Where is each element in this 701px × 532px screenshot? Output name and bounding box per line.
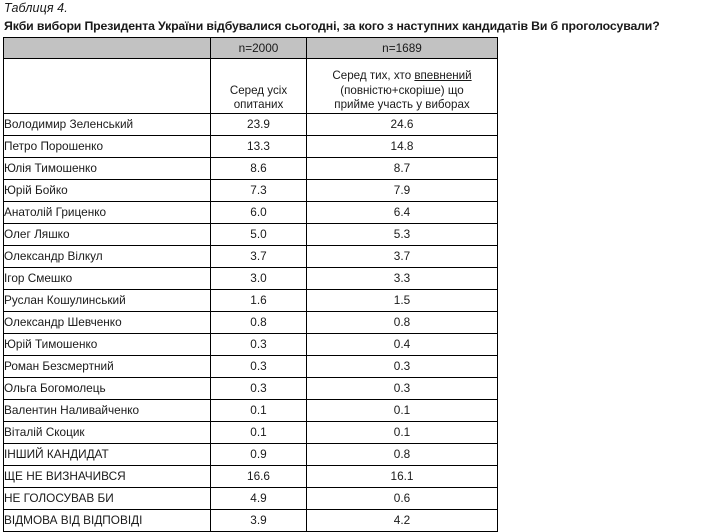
value-sure-voters: 0.4 [307, 334, 498, 356]
table-caption: Таблиця 4. [4, 1, 68, 15]
table-row [4, 356, 498, 378]
value-sure-voters: 7.9 [307, 180, 498, 202]
candidate-name: Володимир Зеленський [4, 114, 211, 136]
header-description-sure [307, 59, 498, 114]
candidate-name: Юрій Тимошенко [4, 334, 211, 356]
candidate-name: Петро Порошенко [4, 136, 211, 158]
table-row [4, 378, 498, 400]
table-row [4, 268, 498, 290]
candidate-name: Ольга Богомолець [4, 378, 211, 400]
value-all-respondents: 13.3 [211, 136, 307, 158]
candidate-name: ЩЕ НЕ ВИЗНАЧИВСЯ [4, 466, 211, 488]
value-sure-voters: 0.8 [307, 444, 498, 466]
value-all-respondents: 5.0 [211, 224, 307, 246]
value-sure-voters: 1.5 [307, 290, 498, 312]
value-sure-voters: 0.3 [307, 378, 498, 400]
value-all-respondents: 3.7 [211, 246, 307, 268]
value-sure-voters: 0.1 [307, 400, 498, 422]
table-body [4, 114, 498, 532]
header-description-sure-underlined: впевнений [414, 69, 472, 83]
table-row [4, 312, 498, 334]
value-all-respondents: 0.3 [211, 356, 307, 378]
candidate-name: Анатолій Гриценко [4, 202, 211, 224]
value-all-respondents: 7.3 [211, 180, 307, 202]
value-all-respondents: 0.3 [211, 378, 307, 400]
value-all-respondents: 0.8 [211, 312, 307, 334]
candidate-name: Руслан Кошулинський [4, 290, 211, 312]
header-description-sure-line3: прийме участь у виборах [334, 98, 470, 112]
value-sure-voters: 0.3 [307, 356, 498, 378]
value-sure-voters: 3.3 [307, 268, 498, 290]
table-row [4, 158, 498, 180]
value-all-respondents: 3.9 [211, 510, 307, 532]
table-header [4, 38, 498, 114]
value-sure-voters: 5.3 [307, 224, 498, 246]
header-corner-blank [4, 38, 211, 59]
candidate-name: Олександр Вілкул [4, 246, 211, 268]
table-row [4, 444, 498, 466]
value-all-respondents: 3.0 [211, 268, 307, 290]
candidate-name: ІНШИЙ КАНДИДАТ [4, 444, 211, 466]
candidate-name: Валентин Наливайченко [4, 400, 211, 422]
value-sure-voters: 4.2 [307, 510, 498, 532]
candidate-name: ВІДМОВА ВІД ВІДПОВІДІ [4, 510, 211, 532]
value-sure-voters: 0.1 [307, 422, 498, 444]
header-description-sure-line1-pre: Серед тих, хто [332, 69, 415, 83]
survey-question: Якби вибори Президента України відбувалися сьогодні, за кого з наступних кандидатів Ви б проголосували? [4, 19, 660, 33]
value-all-respondents: 1.6 [211, 290, 307, 312]
candidate-name: Олег Ляшко [4, 224, 211, 246]
table-row [4, 136, 498, 158]
header-row-sample-size [4, 38, 498, 59]
table-row [4, 246, 498, 268]
header-n-sure: n=1689 [307, 38, 498, 59]
value-all-respondents: 4.9 [211, 488, 307, 510]
table-row [4, 422, 498, 444]
value-sure-voters: 8.7 [307, 158, 498, 180]
value-sure-voters: 3.7 [307, 246, 498, 268]
table-row [4, 466, 498, 488]
candidate-name: Юлія Тимошенко [4, 158, 211, 180]
table-row [4, 290, 498, 312]
value-sure-voters: 14.8 [307, 136, 498, 158]
header-row-description [4, 59, 498, 114]
value-all-respondents: 0.1 [211, 400, 307, 422]
table-row [4, 202, 498, 224]
table-row [4, 114, 498, 136]
candidate-name: Віталій Скоцик [4, 422, 211, 444]
table-row [4, 334, 498, 356]
table-row [4, 400, 498, 422]
candidate-name: Олександр Шевченко [4, 312, 211, 334]
header-description-blank [4, 59, 211, 114]
value-sure-voters: 0.8 [307, 312, 498, 334]
value-all-respondents: 0.3 [211, 334, 307, 356]
value-all-respondents: 6.0 [211, 202, 307, 224]
header-description-all: Серед усіх опитаних [211, 59, 307, 114]
candidate-name: НЕ ГОЛОСУВАВ БИ [4, 488, 211, 510]
candidate-name: Роман Безсмертний [4, 356, 211, 378]
table-row [4, 180, 498, 202]
value-all-respondents: 0.1 [211, 422, 307, 444]
header-n-all: n=2000 [211, 38, 307, 59]
table-row [4, 488, 498, 510]
value-sure-voters: 24.6 [307, 114, 498, 136]
value-all-respondents: 0.9 [211, 444, 307, 466]
value-sure-voters: 6.4 [307, 202, 498, 224]
value-all-respondents: 16.6 [211, 466, 307, 488]
table-row [4, 510, 498, 532]
table-row [4, 224, 498, 246]
candidate-name: Ігор Смешко [4, 268, 211, 290]
value-sure-voters: 0.6 [307, 488, 498, 510]
value-all-respondents: 8.6 [211, 158, 307, 180]
value-sure-voters: 16.1 [307, 466, 498, 488]
value-all-respondents: 23.9 [211, 114, 307, 136]
poll-results-table [3, 37, 498, 532]
candidate-name: Юрій Бойко [4, 180, 211, 202]
header-description-sure-line2: (повністю+скоріше) що [340, 83, 464, 97]
